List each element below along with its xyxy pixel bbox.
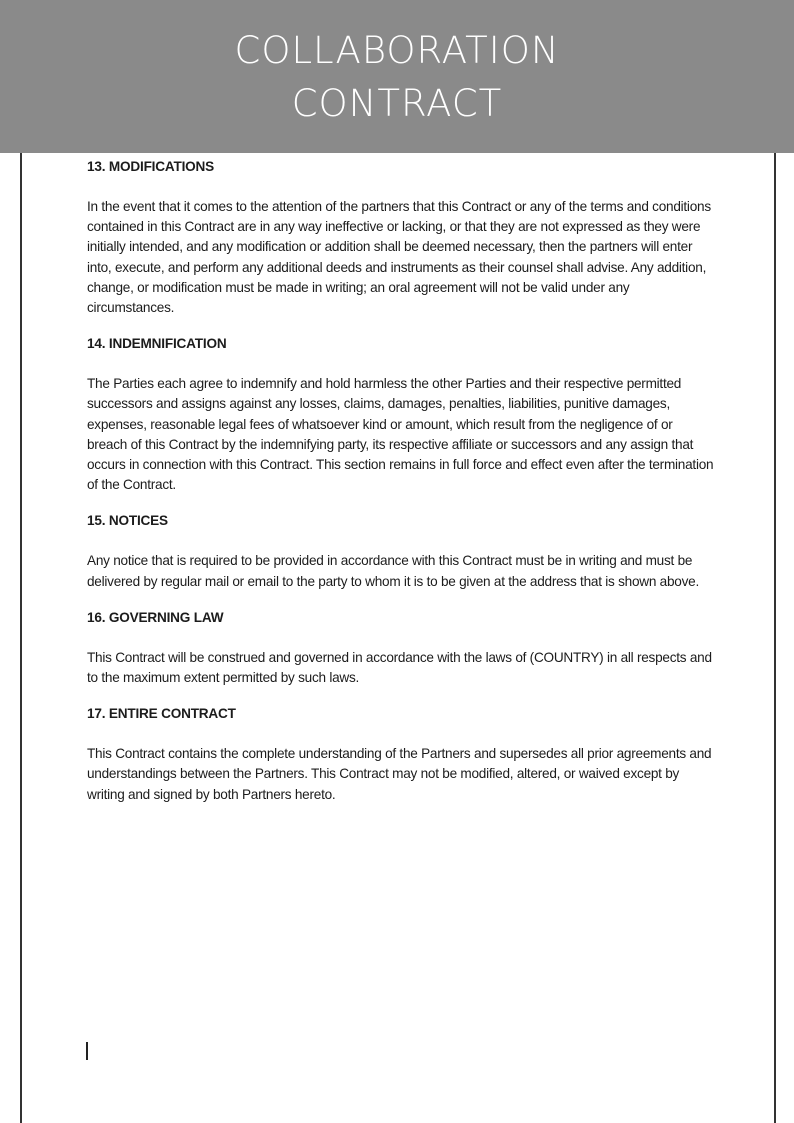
section-heading: 15. NOTICES — [87, 513, 168, 529]
section-paragraph: This Contract will be construed and governed in accordance with the laws of (COUNTRY) in all respects and to the maximum extent permitted by such laws. — [87, 649, 712, 686]
section-modifications — [87, 157, 715, 318]
title-line-2: CONTRACT — [291, 81, 503, 125]
section-heading: 16. GOVERNING LAW — [87, 609, 224, 625]
section-heading: 14. INDEMNIFICATION — [87, 336, 227, 352]
title-line-1: COLLABORATION — [234, 28, 560, 72]
section-paragraph: This Contract contains the complete understanding of the Partners and supersedes all prior agreements and understandings between the Partners. This Contract may not be modified, altered, or waived except by writing and signed by both Partners hereto. — [87, 746, 712, 802]
section-governing-law — [87, 608, 715, 688]
text-cursor — [86, 1042, 88, 1060]
section-paragraph: Any notice that is required to be provided in accordance with this Contract must be in writing and must be delivered by regular mail or email to the party to whom it is to be given at the address that is shown above. — [87, 553, 699, 589]
section-heading: 13. MODIFICATIONS — [87, 159, 215, 174]
section-paragraph: In the event that it comes to the attention of the partners that this Contract or any of the terms and conditions contained in this Contract are in any way ineffective or lacking, or that they are not expressed as they were initially intended, and any modification or addition shall be deemed necessary, then the partners will enter into, execute, and perform any additional deeds and instruments as their counsel shall advise. Any addition, change, or modification must be made in writing; an oral agreement will not be valid under any circumstances. — [87, 199, 711, 316]
section-notices — [87, 511, 715, 591]
section-paragraph: The Parties each agree to indemnify and hold harmless the other Parties and their respective permitted successors and assigns against any losses, claims, damages, penalties, liabilities, punitive damages, expenses, reasonable legal fees of whatsoever kind or amount, which result from the negligence of or breach of this Contract by the indemnifying party, its respective affiliate or successors and any assign that occurs in connection with this Contract. This section remains in full force and effect even after the termination of the Contract. — [87, 376, 714, 493]
section-indemnification — [87, 334, 715, 495]
document-body[interactable] — [87, 157, 715, 821]
title-banner — [0, 0, 794, 153]
section-entire-contract — [87, 704, 715, 805]
section-heading: 17. ENTIRE CONTRACT — [87, 706, 236, 722]
